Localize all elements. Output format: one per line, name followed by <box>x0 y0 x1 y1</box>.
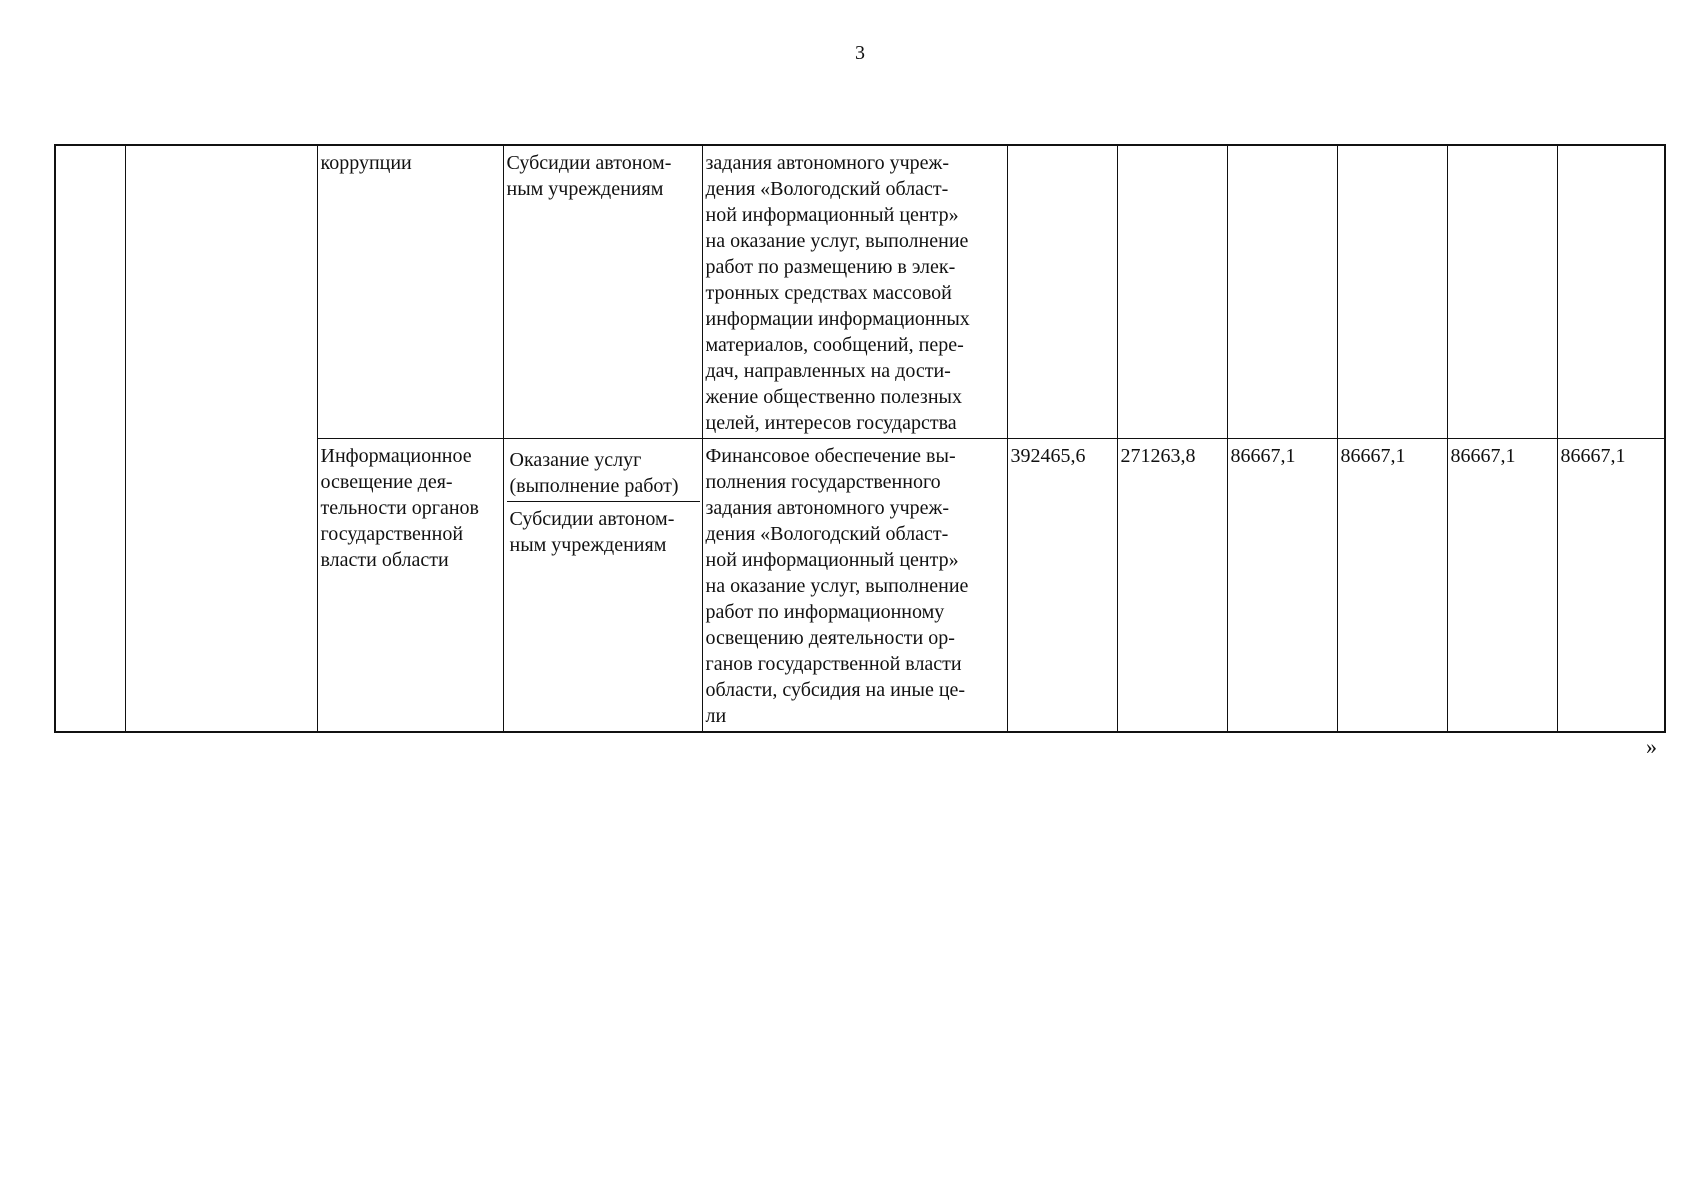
value-cell <box>1227 145 1337 439</box>
program-cell <box>125 145 317 732</box>
value-cell <box>1557 439 1665 733</box>
description-cell <box>702 145 1007 439</box>
measure-cell <box>317 145 503 439</box>
description-cell <box>702 439 1007 733</box>
value-cell <box>1337 439 1447 733</box>
budget-table <box>54 144 1666 733</box>
value-cell <box>1227 439 1337 733</box>
value-cell <box>1447 439 1557 733</box>
value-text: 271263,8 <box>1120 445 1196 467</box>
value-cell <box>1447 145 1557 439</box>
table-row <box>55 145 1665 439</box>
cost-type-text: Субсидии автоном- ным учреждениям <box>506 152 672 200</box>
value-cell <box>1007 439 1117 733</box>
measure-text: Информационное освещение дея- тельности органов государственной власти области <box>320 445 479 571</box>
measure-cell <box>317 439 503 733</box>
value-cell <box>1117 439 1227 733</box>
description-text: задания автономного учреж- дения «Вологодский област- ной информационный центр» на оказание услуг, выполнение работ по размещению в элек- тронных средствах массовой информации информационных материалов, сообщений, пере- дач, направленных на дости- жение общественно полезных целей, интересов государства <box>705 152 970 434</box>
value-text: 86667,1 <box>1450 445 1516 467</box>
number-cell <box>55 145 125 732</box>
value-cell <box>1007 145 1117 439</box>
cost-type-subsidies: Субсидии автоном- ным учреждениям <box>507 501 700 560</box>
value-text: 86667,1 <box>1560 445 1626 467</box>
page-number: 3 <box>855 42 865 64</box>
value-cell <box>1117 145 1227 439</box>
value-text: 86667,1 <box>1230 445 1296 467</box>
value-text: 392465,6 <box>1010 445 1086 467</box>
closing-quote: » <box>1646 734 1657 759</box>
cost-type-cell <box>503 439 702 733</box>
measure-text: коррупции <box>320 152 412 174</box>
cost-type-services: Оказание услуг (выполнение работ) <box>509 449 679 497</box>
cost-type-cell <box>503 145 702 439</box>
value-cell <box>1557 145 1665 439</box>
value-text: 86667,1 <box>1340 445 1406 467</box>
description-text: Финансовое обеспечение вы- полнения государственного задания автономного учреж- дения «Вологодский област- ной информационный центр» на оказание услуг, выполнение работ по информационному освещению деятельности ор- ганов государственной власти области, субсидия на иные це- ли <box>705 445 969 727</box>
value-cell <box>1337 145 1447 439</box>
